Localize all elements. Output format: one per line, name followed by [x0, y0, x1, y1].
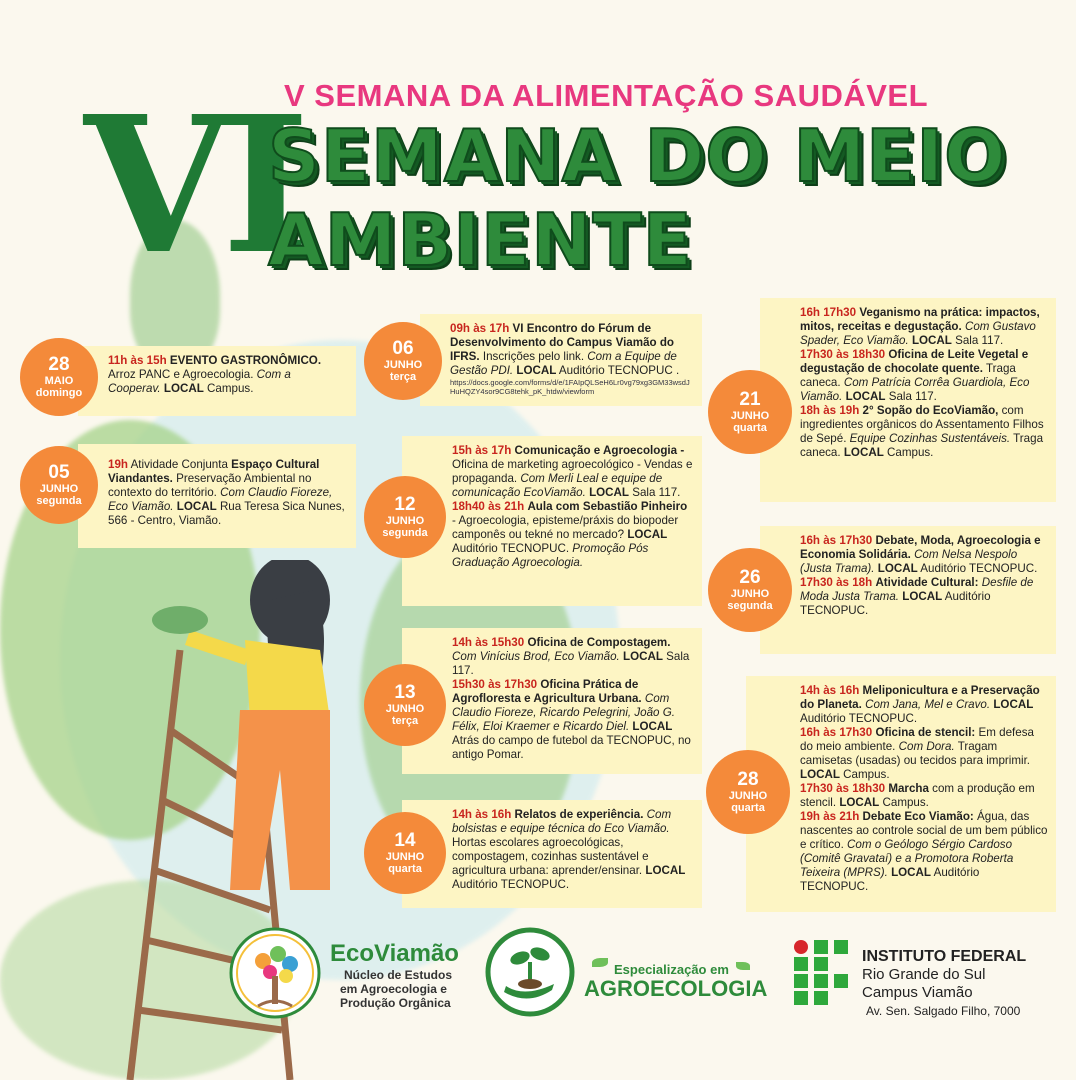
badge-day: 14	[394, 830, 416, 851]
event-local: Sala 117.	[955, 334, 1004, 347]
badge-month: JUNHO	[728, 790, 768, 802]
event-time: 14h às 15h30	[452, 636, 525, 649]
event-local-2: Sala 117.	[888, 390, 937, 403]
local-label: LOCAL	[891, 866, 932, 879]
event-card-13-junho	[402, 628, 702, 774]
event-credit-2: Desfile de Moda Justa Trama.	[800, 576, 1034, 603]
event-card-26-junho	[760, 526, 1056, 654]
ifrs-green-square	[794, 991, 808, 1005]
event-local-3: Campus.	[882, 796, 929, 809]
event-local-4: Auditório TECNOPUC.	[800, 866, 980, 893]
badge-weekday: quarta	[733, 422, 767, 434]
event-title-2: Atividade Cultural:	[875, 576, 979, 589]
event-card-14-junho	[402, 800, 702, 908]
event-title-2: Oficina de stencil:	[875, 726, 976, 739]
event-credit: Com Vinícius Brod, Eco Viamão.	[452, 650, 620, 663]
event-credit: Com Gustavo Spader, Eco Viamão.	[800, 320, 1036, 347]
ifrs-logo-grid	[794, 940, 848, 1006]
agroecologia-label: AGROECOLOGIA	[584, 976, 768, 1001]
plant-in-hand	[152, 606, 208, 634]
event-text-4: Água, das nascentes ao controle social de um bem público e crítico.	[800, 810, 1048, 851]
ifrs-address: Av. Sen. Salgado Filho, 7000	[866, 1004, 1021, 1018]
ecoviamao-tree-logo	[228, 926, 322, 1020]
event-time-2: 15h30 às 17h30	[452, 678, 538, 691]
date-badge-28-junho	[706, 750, 790, 834]
event-note-2: Promoção Pós Graduação Agroecologia.	[452, 542, 649, 569]
ecoviamao-name: EcoViamão	[330, 940, 459, 967]
ifrs-state: Rio Grande do Sul	[862, 966, 986, 983]
badge-month: JUNHO	[385, 515, 425, 527]
event-title-3: 2° Sopão do EcoViamão,	[862, 404, 999, 417]
event-local-3: Campus.	[887, 446, 934, 459]
badge-day: 06	[392, 338, 414, 359]
badge-weekday: terça	[389, 371, 417, 383]
event-time-2: 18h40 às 21h	[452, 500, 525, 513]
badge-month: JUNHO	[385, 851, 425, 863]
event-title: Relatos de experiência.	[514, 808, 644, 821]
badge-day: 13	[394, 682, 416, 703]
badge-weekday: domingo	[35, 387, 83, 399]
event-local: Auditório TECNOPUC.	[800, 712, 918, 725]
event-credit-2: Com Dora.	[898, 740, 955, 753]
local-label: LOCAL	[589, 486, 630, 499]
badge-weekday: segunda	[727, 600, 773, 612]
event-text: Inscrições pelo link.	[482, 350, 585, 363]
event-time: 16h às 17h30	[800, 534, 873, 547]
event-subtitle: V SEMANA DA ALIMENTAÇÃO SAUDÁVEL	[284, 78, 929, 113]
badge-weekday: segunda	[36, 495, 82, 507]
local-label: LOCAL	[163, 382, 204, 395]
event-pre: Atividade Conjunta	[130, 458, 228, 471]
event-time: 15h às 17h	[452, 444, 512, 457]
local-label: LOCAL	[902, 590, 943, 603]
event-card-06-junho	[420, 314, 702, 406]
badge-weekday: quarta	[731, 802, 765, 814]
event-time-2: 17h30 às 18h30	[800, 348, 886, 361]
event-title-2: Oficina de Leite Vegetal e degustação de chocolate quente.	[800, 348, 1029, 375]
event-credit: Com Jana, Mel e Cravo.	[865, 698, 991, 711]
event-local-2: Campus.	[843, 768, 890, 781]
badge-weekday: quarta	[388, 863, 422, 875]
event-time: 19h	[108, 458, 128, 471]
event-time-3: 17h30 às 18h30	[800, 782, 886, 795]
event-time: 16h 17h30	[800, 306, 857, 319]
ifrs-green-square	[814, 957, 828, 971]
event-local-2: Auditório TECNOPUC.	[800, 590, 991, 617]
event-credit: Com Nelsa Nespolo (Justa Trama).	[800, 548, 1018, 575]
event-title: Debate, Moda, Agroecologia e Economia Solidária.	[800, 534, 1041, 561]
local-label: LOCAL	[911, 334, 952, 347]
ecoviamao-subtitle-1: Núcleo de Estudos	[344, 968, 453, 982]
local-label: LOCAL	[845, 390, 886, 403]
event-local: Auditório TECNOPUC.	[920, 562, 1038, 575]
ecoviamao-subtitle-3: Produção Orgânica	[340, 996, 451, 1010]
ifrs-campus: Campus Viamão	[862, 984, 973, 1001]
ifrs-green-square	[834, 974, 848, 988]
badge-day: 12	[394, 494, 416, 515]
event-time-3: 18h às 19h	[800, 404, 860, 417]
local-label: LOCAL	[839, 796, 880, 809]
ifrs-green-square	[814, 991, 828, 1005]
ifrs-red-dot	[794, 940, 808, 954]
ifrs-green-square	[814, 974, 828, 988]
event-local-2: Atrás do campo de futebol da TECNOPUC, no antigo Pomar.	[452, 734, 691, 761]
event-title: EVENTO GASTRONÔMICO.	[169, 354, 322, 367]
event-time-4: 19h às 21h	[800, 810, 860, 823]
leaf-icon	[592, 958, 608, 967]
event-text-3b: Traga caneca.	[800, 432, 1044, 459]
event-credit: Com a Equipe de Gestão PDI.	[450, 350, 677, 377]
leaf-icon-right	[736, 962, 750, 970]
event-title-3: Marcha	[888, 782, 929, 795]
event-title-2: Oficina Prática de Agrofloresta e Agricultura Urbana.	[452, 678, 642, 705]
event-text-2: Traga caneca.	[800, 362, 1016, 389]
event-credit: Com bolsistas e equipe técnica do Eco Viamão.	[452, 808, 672, 835]
event-credit-2: Com Claudio Fioreze, Ricardo Pelegrini, João G. Félix, Eloi Kraemer e Ricardo Diel.	[452, 692, 675, 733]
badge-day: 28	[737, 769, 759, 790]
event-time-2: 16h às 17h30	[800, 726, 873, 739]
local-label: LOCAL	[623, 650, 663, 663]
local-label: LOCAL	[843, 446, 884, 459]
local-label: LOCAL	[993, 698, 1034, 711]
event-time: 11h às 15h	[108, 354, 167, 367]
event-time: 09h às 17h	[450, 322, 510, 335]
event-credit-3: Equipe Cozinhas Sustentáveis.	[849, 432, 1011, 445]
event-local-2: Auditório TECNOPUC.	[452, 542, 570, 555]
event-text: Oficina de marketing agroecológico - Vendas e propaganda.	[452, 458, 693, 485]
badge-weekday: terça	[391, 715, 419, 727]
person-arm	[185, 630, 250, 665]
event-credit-2: Com Patrícia Corrêa Guardiola, Eco Viamão.	[800, 376, 1030, 403]
event-credit: Com Claudio Fioreze, Eco Viamão.	[108, 486, 333, 513]
event-text-2b: Tragam camisetas (usadas) ou tecidos para imprimir.	[800, 740, 1031, 767]
event-text: Arroz PANC e Agroecologia.	[108, 368, 254, 381]
event-credit: Com Merli Leal e equipe de comunicação EcoViamão.	[452, 472, 663, 499]
event-title: Espaço Cultural Viandantes.	[108, 458, 320, 485]
ifrs-green-square	[794, 974, 808, 988]
edition-roman-numeral: VI	[84, 75, 302, 296]
date-badge-28-maio	[20, 338, 98, 416]
event-local: Auditório TECNOPUC.	[452, 878, 570, 891]
registration-link[interactable]: https://docs.google.com/forms/d/e/1FAIpQLSeH6Lr0vg79xg3GM33wsdJHuHQZY4sor9CG8tehk_pK_htdw/viewform	[450, 378, 690, 396]
date-badge-05-junho	[20, 446, 98, 524]
event-title: VI Encontro do Fórum de Desenvolvimento do Campus Viamão do IFRS.	[450, 322, 674, 363]
event-title: Veganismo na prática: impactos, mitos, receitas e degustação.	[800, 306, 1040, 333]
ifrs-green-square	[794, 957, 808, 971]
local-label: LOCAL	[627, 528, 668, 541]
event-text-2: - Agroecologia, episteme/práxis do biopoder camponês ou tekné no mercado?	[452, 514, 679, 541]
badge-month: JUNHO	[383, 359, 423, 371]
event-local: Sala 117.	[632, 486, 681, 499]
date-badge-26-junho	[708, 548, 792, 632]
event-text-3: com ingredientes orgânicos do Assentamento Filhos de Sepé.	[800, 404, 1044, 445]
ifrs-name: INSTITUTO FEDERAL	[862, 948, 1027, 965]
badge-day: 26	[739, 567, 761, 588]
event-credit: Com a Cooperav.	[108, 368, 291, 395]
ifrs-green-square	[814, 940, 828, 954]
badge-month: JUNHO	[730, 410, 770, 422]
event-time: 14h às 16h	[452, 808, 512, 821]
local-label: LOCAL	[645, 864, 686, 877]
date-badge-12-junho	[364, 476, 446, 558]
event-local: Rua Teresa Sica Nunes, 566 - Centro, Viamão.	[108, 500, 345, 527]
date-badge-21-junho	[708, 370, 792, 454]
local-label: LOCAL	[800, 768, 840, 781]
event-local: Auditório TECNOPUC .	[558, 364, 680, 377]
event-text-3: com a produção em stencil.	[800, 782, 1035, 809]
especializacao-label: Especialização em	[614, 962, 729, 977]
event-text: Preservação Ambiental no contexto do território.	[108, 472, 312, 499]
page-title-line1: SEMANA DO MEIO	[268, 114, 1007, 198]
event-card-28-maio	[78, 346, 356, 416]
event-title-2: Aula com Sebastião Pinheiro	[527, 500, 688, 513]
event-credit-4: Com o Geólogo Sérgio Cardoso (Comitê Gravataí) e a Promotora Roberta Teixeira (MPRS).	[800, 838, 1014, 879]
badge-weekday: segunda	[382, 527, 428, 539]
badge-month: JUNHO	[39, 483, 79, 495]
badge-day: 28	[48, 354, 70, 375]
event-time-2: 17h30 às 18h	[800, 576, 873, 589]
person-shirt	[245, 640, 330, 720]
page-title-line2: AMBIENTE	[268, 198, 693, 282]
event-text: Hortas escolares agroecológicas, compostagem, cozinhas sustentável e agricultura urbana: aprender/ensinar.	[452, 836, 649, 877]
badge-day: 05	[48, 462, 70, 483]
badge-month: JUNHO	[385, 703, 425, 715]
agroecologia-hand-plant-logo	[484, 926, 576, 1018]
badge-day: 21	[739, 389, 761, 410]
event-card-21-junho	[760, 298, 1056, 502]
event-title: Comunicação e Agroecologia -	[514, 444, 685, 457]
event-card-28-junho	[746, 676, 1056, 912]
event-title-4: Debate Eco Viamão:	[862, 810, 974, 823]
date-badge-13-junho	[364, 664, 446, 746]
badge-month: JUNHO	[730, 588, 770, 600]
ifrs-green-square	[834, 940, 848, 954]
event-title: Oficina de Compostagem.	[527, 636, 671, 649]
event-text-2: Em defesa do meio ambiente.	[800, 726, 1034, 753]
event-card-05-junho	[78, 444, 356, 548]
local-label: LOCAL	[877, 562, 918, 575]
local-label: LOCAL	[632, 720, 673, 733]
person-pants	[230, 710, 330, 890]
date-badge-06-junho	[364, 322, 442, 400]
event-card-12-junho	[402, 436, 702, 606]
event-local: Campus.	[207, 382, 254, 395]
ecoviamao-subtitle-2: em Agroecologia e	[340, 982, 447, 996]
event-title: Meliponicultura e a Preservação do Planeta.	[800, 684, 1040, 711]
date-badge-14-junho	[364, 812, 446, 894]
local-label: LOCAL	[176, 500, 217, 513]
badge-month: MAIO	[44, 375, 74, 387]
local-label: LOCAL	[516, 364, 557, 377]
event-time: 14h às 16h	[800, 684, 860, 697]
event-local: Sala 117.	[452, 650, 690, 677]
